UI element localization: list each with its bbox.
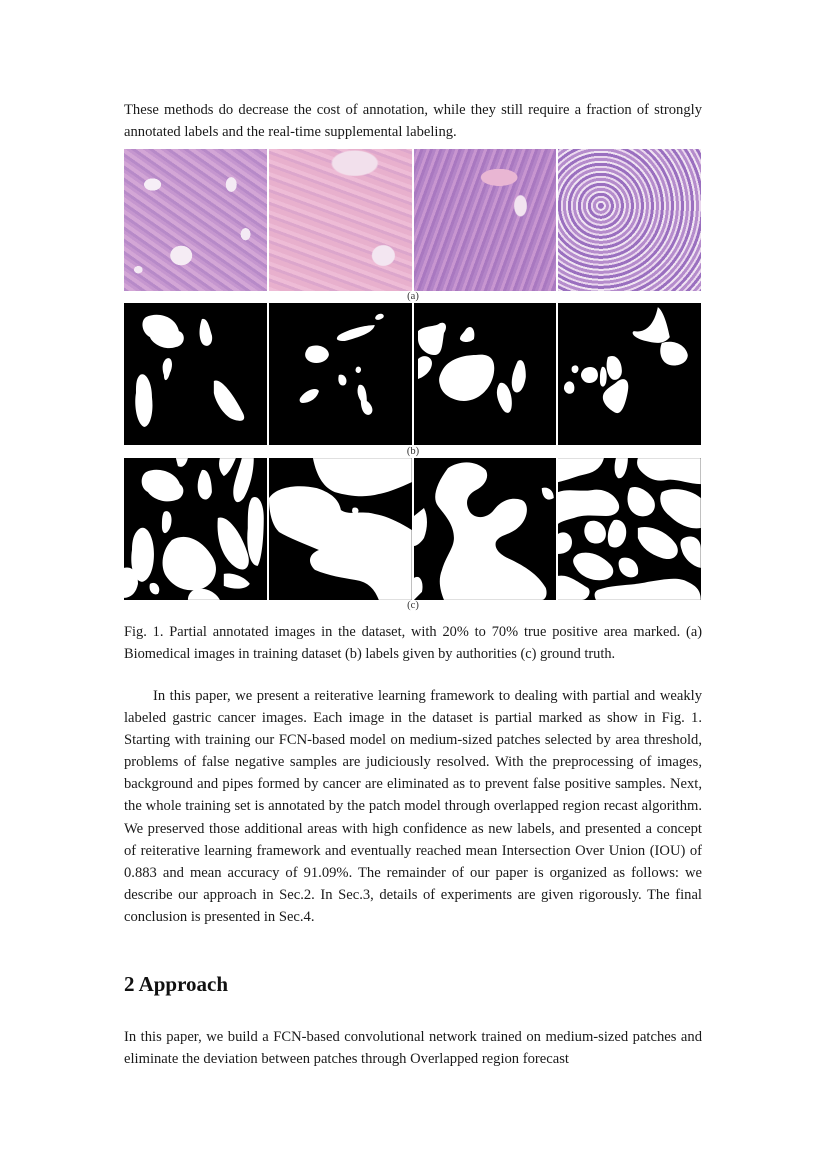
- label-mask-image: [414, 303, 557, 445]
- subfigure-label-a: (a): [407, 291, 419, 302]
- figure-row-a-histology: [124, 149, 701, 291]
- label-mask-image: [558, 303, 701, 445]
- ground-truth-mask-image: [414, 458, 557, 600]
- paragraph-text: In this paper, we present a reiterative learning framework to dealing with partial and weakly labeled gastric cancer images. Each image in the dataset is partial marked as show in Fig. 1. Starting with training our FCN-based model on medium-sized patches selected by area threshold, problems of false negative samples are judiciously resolved. With the preprocessing of images, background and pipes formed by cancer are eliminated as to prevent false positive samples. Next, the whole training set is annotated by the patch model through overlapped region recast algorithm. We preserved those additional areas with high confidence as new labels, and presented a concept of reiterative learning framework and eventually reached mean Intersection Over Union (IOU) of 0.883 and mean accuracy of 91.09%. The remainder of our paper is organized as follows: we describe our approach in Sec.2. In Sec.3, details of experiments are given rigorously. The final conclusion is presented in Sec.4.: [124, 688, 702, 925]
- subfigure-label-b: (b): [406, 446, 420, 457]
- paragraph-text: These methods do decrease the cost of annotation, while they still require a fraction of strongly annotated labels and the real-time supplemental labeling.: [124, 102, 702, 141]
- subfigure-label-c: (c): [407, 600, 419, 611]
- caption-text: Fig. 1. Partial annotated images in the dataset, with 20% to 70% true positive area marked. (a) Biomedical images in training dataset (b) labels given by authorities (c) ground truth.: [124, 624, 702, 662]
- body-paragraph-continuation: [124, 99, 702, 143]
- figure-caption: [124, 621, 702, 665]
- figure-row-c-ground-truth: [124, 458, 701, 600]
- ground-truth-mask-image: [558, 458, 701, 600]
- section-heading: 2 Approach: [124, 972, 229, 996]
- body-paragraph-approach: [124, 1026, 702, 1070]
- histology-image: [124, 149, 267, 291]
- label-mask-image: [269, 303, 412, 445]
- paragraph-text: In this paper, we build a FCN-based convolutional network trained on medium-sized patches and eliminate the deviation between patches through Overlapped region forecast: [124, 1029, 702, 1068]
- body-paragraph-intro: [124, 685, 702, 928]
- ground-truth-mask-image: [124, 458, 267, 600]
- histology-image: [558, 149, 701, 291]
- label-mask-image: [124, 303, 267, 445]
- histology-image: [269, 149, 412, 291]
- histology-image: [414, 149, 557, 291]
- figure-row-b-labels: [124, 303, 701, 445]
- ground-truth-mask-image: [269, 458, 412, 600]
